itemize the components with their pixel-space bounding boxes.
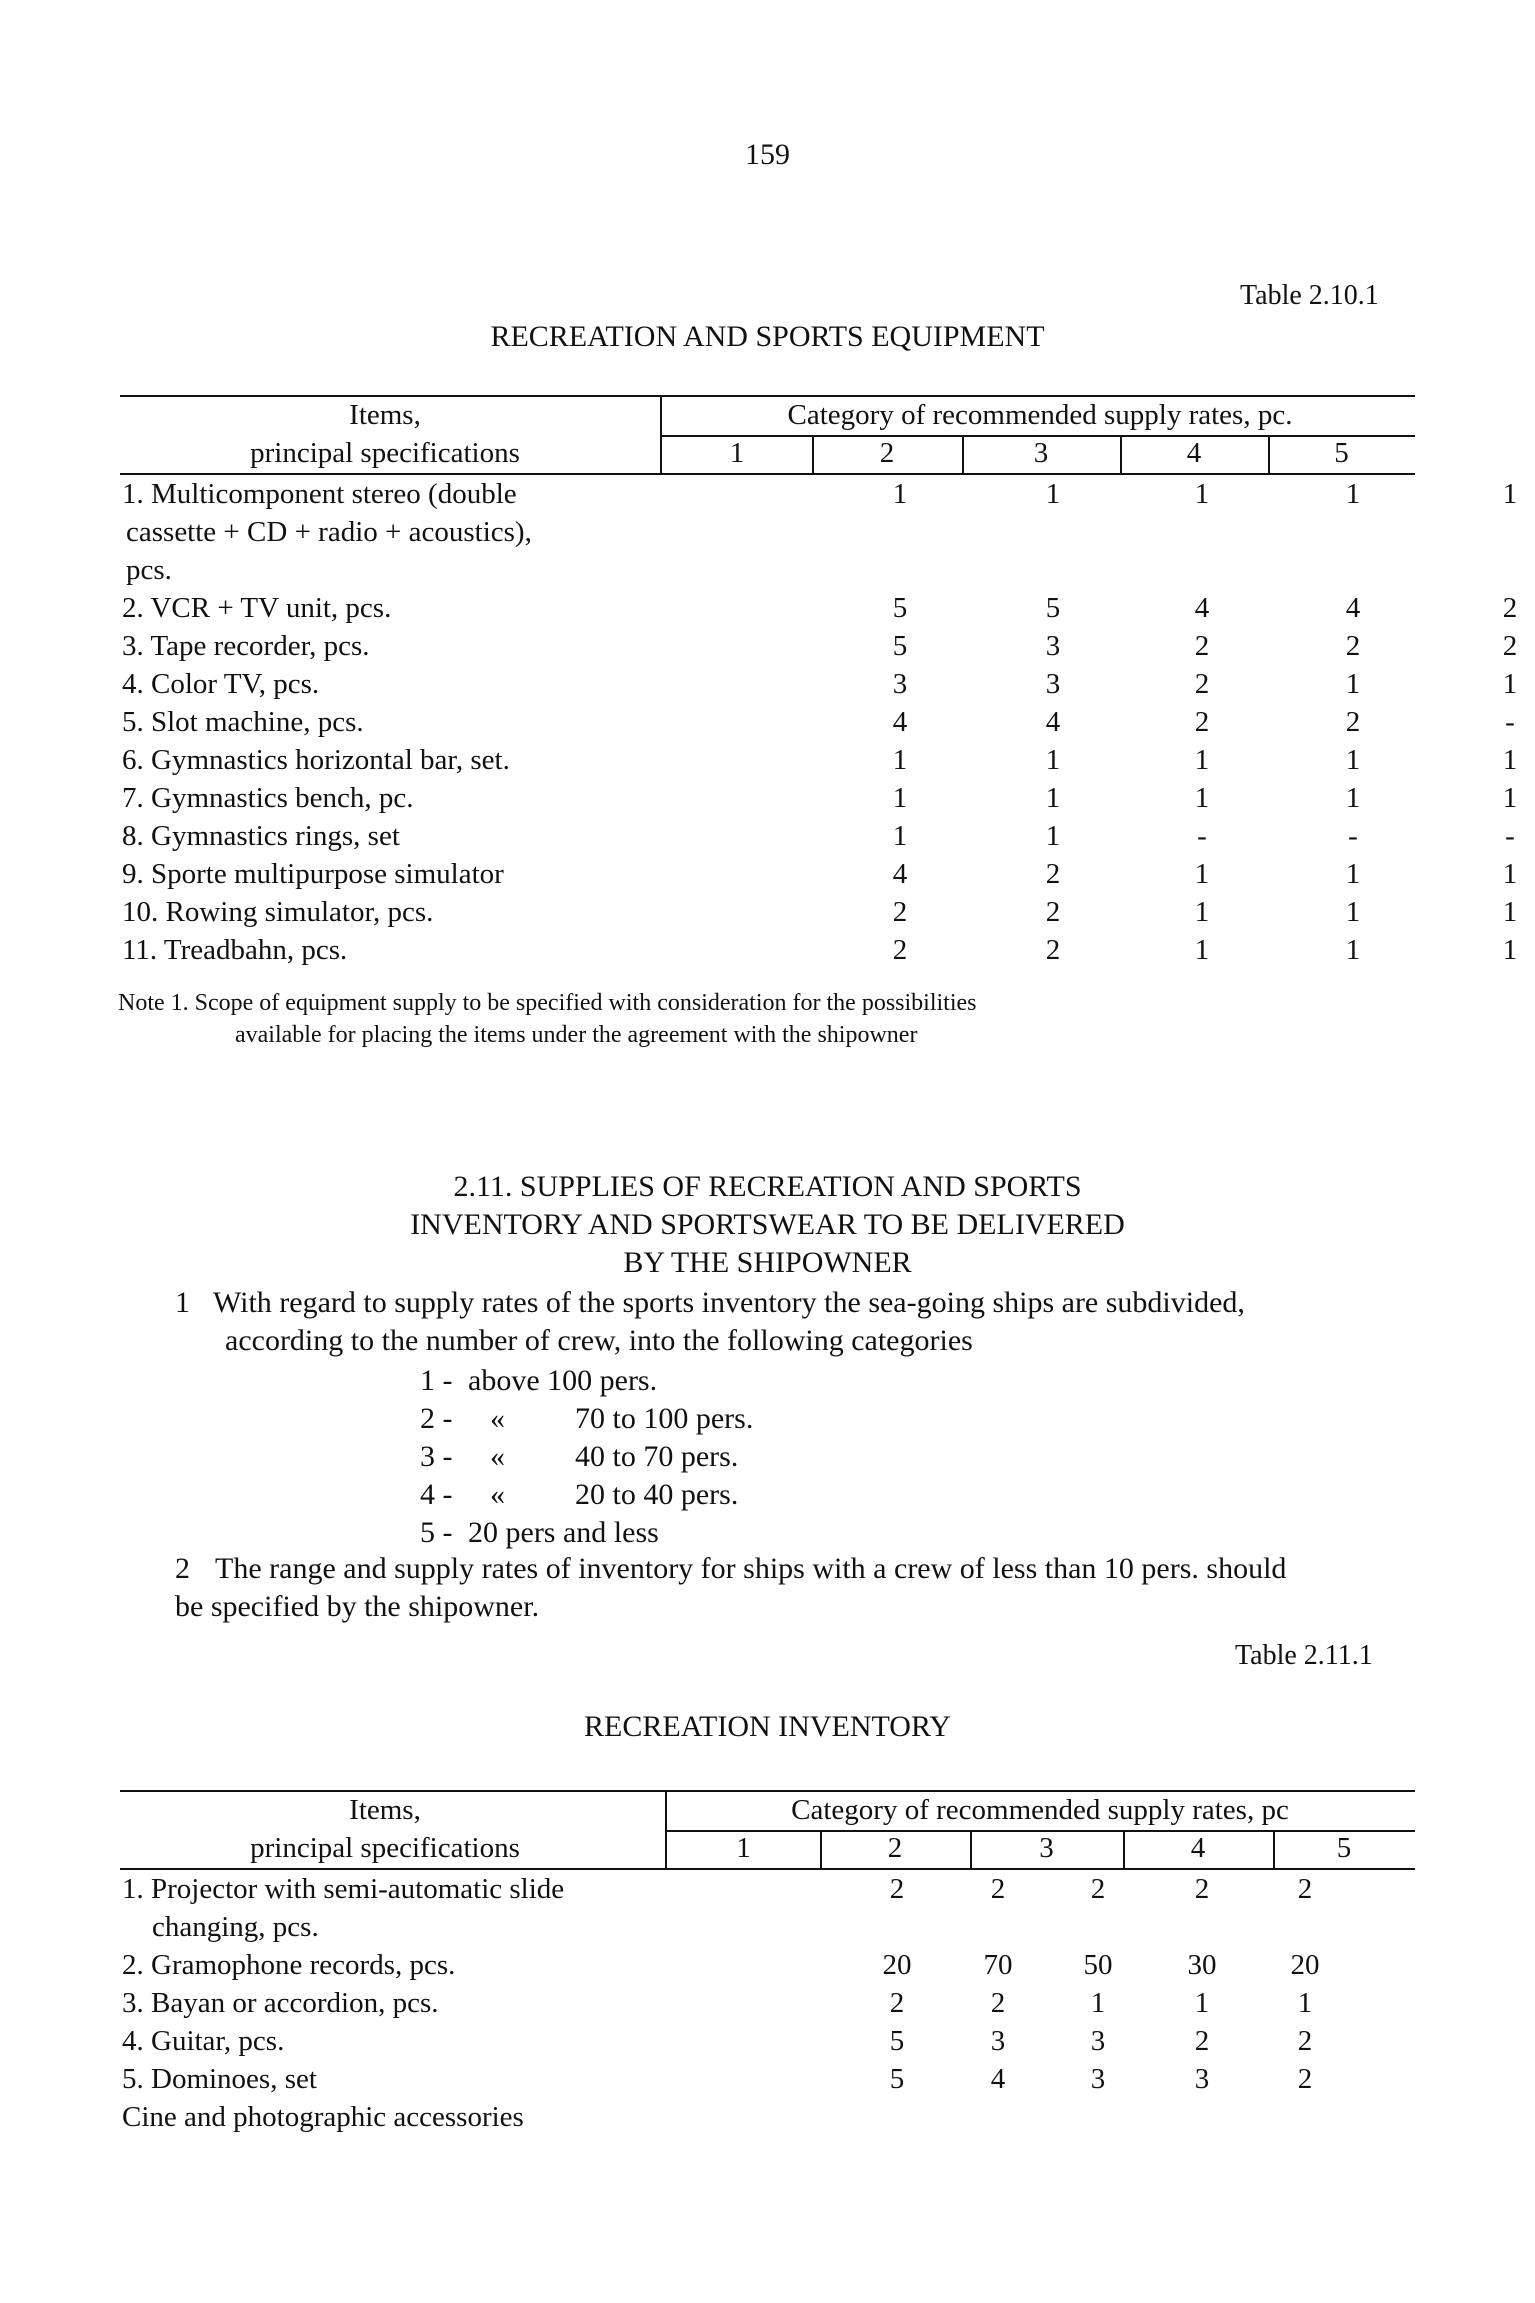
item-name-line: 5. Dominoes, set	[122, 2063, 317, 2095]
value-cell-col-3: 4	[1194, 592, 1210, 624]
value-cell-col-3: 3	[1090, 2063, 1106, 2095]
value-cell-col-3: -	[1197, 820, 1207, 852]
header-col-2: 2	[887, 1832, 903, 1864]
table-row	[120, 627, 1518, 665]
table-2-body	[120, 1870, 1415, 2136]
value-cell-col-5: 1	[1502, 744, 1518, 776]
item-name-line: 2. Gramophone records, pcs.	[122, 1949, 456, 1981]
value-cell-col-2: 3	[1045, 630, 1061, 662]
value-cell-col-2: 5	[1045, 592, 1061, 624]
item-name-line: 3. Bayan or accordion, pcs.	[122, 1987, 439, 2019]
value-cell-col-4: 2	[1194, 1873, 1210, 1905]
value-cell-col-5: 1	[1502, 782, 1518, 814]
category-number: 4 -	[420, 1478, 453, 1511]
value-cell-col-1: 2	[889, 1873, 905, 1905]
header-specs-label: principal specifications	[250, 437, 520, 469]
value-cell-col-2: 70	[983, 1949, 1013, 1981]
table-2-title: RECREATION INVENTORY	[584, 1710, 951, 1743]
table-row	[120, 1870, 1415, 1946]
item-name	[120, 1946, 662, 1984]
table-row	[120, 589, 1518, 627]
table-2-header	[120, 1790, 1415, 1870]
value-cell-col-3: 2	[1090, 1873, 1106, 1905]
paragraph-1-line-2: according to the number of crew, into the following categories	[225, 1324, 973, 1357]
item-name	[120, 703, 662, 741]
value-cell-col-3: 50	[1083, 1949, 1113, 1981]
value-cell-col-4: 2	[1345, 630, 1361, 662]
item-name	[120, 817, 662, 855]
item-name-line: 6. Gymnastics horizontal bar, set.	[122, 744, 510, 776]
table-1-note-line-2: available for placing the items under the agreement with the shipowner	[235, 1022, 918, 1048]
category-number: 3 -	[420, 1440, 453, 1473]
paragraph-2-number: 2	[175, 1552, 190, 1585]
item-name	[120, 893, 662, 931]
header-col-4: 4	[1190, 1832, 1206, 1864]
value-cell-col-3: 3	[1090, 2025, 1106, 2057]
value-cell-col-5: 1	[1502, 478, 1518, 510]
header-col-1: 1	[736, 1832, 751, 1864]
ditto-mark: «	[490, 1402, 505, 1435]
value-cell-col-5: 1	[1502, 934, 1518, 966]
paragraph-2-line-1: The range and supply rates of inventory for ships with a crew of less than 10 pers. should	[215, 1552, 1287, 1585]
header-specs-label: principal specifications	[250, 1832, 520, 1864]
item-name	[120, 779, 662, 817]
value-cell-col-3: 2	[1194, 706, 1210, 738]
item-name	[120, 2060, 662, 2098]
ditto-mark: «	[490, 1478, 505, 1511]
item-name	[120, 589, 662, 627]
item-name-line: 3. Tape recorder, pcs.	[122, 630, 370, 662]
value-cell-col-4: 3	[1194, 2063, 1210, 2095]
value-cell-col-5: 2	[1297, 2025, 1313, 2057]
item-name	[120, 2098, 662, 2136]
value-cell-col-4: 1	[1345, 934, 1361, 966]
value-cell-col-3: 1	[1194, 896, 1210, 928]
table-1-body	[120, 475, 1518, 969]
item-name-line: pcs.	[126, 554, 172, 586]
table-row	[120, 703, 1515, 741]
header-category-label: Category of recommended supply rates, pc.	[787, 399, 1293, 431]
category-number: 5 -	[420, 1516, 453, 1549]
item-name	[120, 855, 662, 893]
category-text: 40 to 70 pers.	[575, 1440, 739, 1473]
value-cell-col-2: 2	[1045, 858, 1061, 890]
value-cell-col-1: 1	[892, 782, 908, 814]
category-text: above 100 pers.	[468, 1364, 658, 1397]
value-cell-col-4: 1	[1194, 1987, 1210, 2019]
value-cell-col-4: 1	[1345, 858, 1361, 890]
item-name-line: 7. Gymnastics bench, pc.	[122, 782, 414, 814]
table-row	[120, 893, 1518, 931]
value-cell-col-2: 4	[990, 2063, 1006, 2095]
item-name	[120, 665, 662, 703]
value-cell-col-5: 2	[1297, 1873, 1313, 1905]
value-cell-col-3: 1	[1194, 782, 1210, 814]
paragraph-2-line-2: be specified by the shipowner.	[175, 1590, 540, 1623]
value-cell-col-4: 1	[1345, 896, 1361, 928]
paragraph-1-line-1: With regard to supply rates of the sports inventory the sea-going ships are subdivided,	[213, 1286, 1245, 1319]
value-cell-col-4: 1	[1345, 744, 1361, 776]
page-number: 159	[745, 138, 790, 171]
value-cell-col-2: 1	[1045, 744, 1061, 776]
value-cell-col-1: 20	[882, 1949, 912, 1981]
header-col-4: 4	[1186, 437, 1202, 469]
item-name	[120, 741, 662, 779]
value-cell-col-3: 1	[1194, 934, 1210, 966]
header-col-1: 1	[729, 437, 745, 469]
value-cell-col-3: 1	[1194, 858, 1210, 890]
item-name	[120, 1984, 662, 2022]
section-heading-line-1: 2.11. SUPPLIES OF RECREATION AND SPORTS	[453, 1170, 1082, 1203]
value-cell-col-2: 1	[1045, 820, 1061, 852]
paragraph-1-number: 1	[175, 1286, 190, 1319]
value-cell-col-4: 4	[1345, 592, 1361, 624]
table-row	[120, 1984, 1415, 2022]
value-cell-col-4: -	[1348, 820, 1358, 852]
value-cell-col-5: 2	[1502, 630, 1518, 662]
value-cell-col-1: 4	[892, 706, 908, 738]
table-1-header	[120, 395, 1415, 475]
value-cell-col-5: -	[1505, 706, 1515, 738]
item-name	[120, 475, 662, 589]
category-text: 20 to 40 pers.	[575, 1478, 739, 1511]
item-name-line: 1. Projector with semi-automatic slide	[122, 1873, 565, 1905]
header-col-5: 5	[1334, 437, 1349, 469]
table-row	[120, 855, 1518, 893]
table-1-label: Table 2.10.1	[1240, 280, 1379, 311]
category-number: 1 -	[420, 1364, 453, 1397]
item-name-line: cassette + CD + radio + acoustics),	[126, 516, 532, 548]
item-name-line: 9. Sporte multipurpose simulator	[122, 858, 504, 890]
item-name-line: 10. Rowing simulator, pcs.	[122, 896, 434, 928]
value-cell-col-2: 1	[1045, 478, 1061, 510]
value-cell-col-2: 3	[990, 2025, 1006, 2057]
item-name	[120, 1870, 662, 1946]
item-name-line: 4. Color TV, pcs.	[122, 668, 320, 700]
value-cell-col-1: 2	[892, 934, 908, 966]
value-cell-col-5: 2	[1297, 2063, 1313, 2095]
value-cell-col-2: 1	[1045, 782, 1061, 814]
value-cell-col-1: 1	[892, 478, 908, 510]
item-name-line: 11. Treadbahn, pcs.	[122, 934, 348, 966]
table-1-title: RECREATION AND SPORTS EQUIPMENT	[490, 320, 1045, 353]
table-row	[120, 817, 1515, 855]
table-row	[120, 741, 1518, 779]
header-col-3: 3	[1033, 437, 1049, 469]
value-cell-col-4: 1	[1345, 668, 1361, 700]
value-cell-col-3: 1	[1194, 744, 1210, 776]
category-text: 20 pers and less	[468, 1516, 659, 1549]
header-items-label: Items,	[349, 1794, 421, 1826]
value-cell-col-3: 1	[1194, 478, 1210, 510]
header-col-3: 3	[1039, 1832, 1054, 1864]
item-name-line: 5. Slot machine, pcs.	[122, 706, 364, 738]
item-name	[120, 931, 662, 969]
value-cell-col-5: -	[1505, 820, 1515, 852]
value-cell-col-1: 2	[889, 1987, 905, 2019]
table-1-note-line-1: Note 1. Scope of equipment supply to be specified with consideration for the possibilities	[118, 990, 977, 1016]
header-col-5: 5	[1336, 1832, 1352, 1864]
value-cell-col-1: 5	[892, 592, 908, 624]
value-cell-col-2: 2	[990, 1873, 1006, 1905]
value-cell-col-1: 1	[892, 820, 908, 852]
table-1	[120, 395, 1518, 969]
table-row	[120, 2060, 1415, 2098]
table-row	[120, 475, 1518, 589]
item-name	[120, 2022, 662, 2060]
table-row	[120, 2098, 1415, 2136]
value-cell-col-1: 5	[889, 2063, 905, 2095]
header-category-label: Category of recommended supply rates, pc	[791, 1794, 1289, 1826]
value-cell-col-3: 2	[1194, 668, 1210, 700]
table-row	[120, 931, 1518, 969]
item-name-line: 8. Gymnastics rings, set	[122, 820, 400, 852]
item-name-line: 1. Multicomponent stereo (double	[122, 478, 517, 510]
item-name-line: 4. Guitar, pcs.	[122, 2025, 285, 2057]
ditto-mark: «	[490, 1440, 505, 1473]
table-row	[120, 1946, 1415, 1984]
value-cell-col-4: 1	[1345, 782, 1361, 814]
value-cell-col-1: 3	[892, 668, 908, 700]
section-heading-line-3: BY THE SHIPOWNER	[623, 1246, 912, 1279]
value-cell-col-5: 1	[1502, 858, 1518, 890]
value-cell-col-5: 1	[1297, 1987, 1313, 2019]
value-cell-col-1: 5	[889, 2025, 905, 2057]
section-heading-line-2: INVENTORY AND SPORTSWEAR TO BE DELIVERED	[410, 1208, 1125, 1241]
category-text: 70 to 100 pers.	[575, 1402, 754, 1435]
table-row	[120, 779, 1518, 817]
value-cell-col-1: 5	[892, 630, 908, 662]
value-cell-col-4: 2	[1345, 706, 1361, 738]
value-cell-col-4: 1	[1345, 478, 1361, 510]
value-cell-col-2: 2	[990, 1987, 1006, 2019]
value-cell-col-5: 20	[1290, 1949, 1320, 1981]
value-cell-col-4: 30	[1187, 1949, 1217, 1981]
item-name-line: Cine and photographic accessories	[122, 2101, 524, 2133]
table-row	[120, 665, 1518, 703]
item-name-line: changing, pcs.	[152, 1911, 319, 1943]
value-cell-col-1: 2	[892, 896, 908, 928]
item-name-line: 2. VCR + TV unit, pcs.	[122, 592, 392, 624]
value-cell-col-5: 1	[1502, 896, 1518, 928]
value-cell-col-1: 1	[892, 744, 908, 776]
value-cell-col-5: 2	[1502, 592, 1518, 624]
table-row	[120, 2022, 1415, 2060]
header-items-label: Items,	[349, 399, 421, 431]
header-col-2: 2	[879, 437, 895, 469]
table-2-label: Table 2.11.1	[1235, 1640, 1373, 1671]
value-cell-col-2: 3	[1045, 668, 1061, 700]
value-cell-col-2: 2	[1045, 934, 1061, 966]
value-cell-col-3: 1	[1090, 1987, 1106, 2019]
value-cell-col-2: 2	[1045, 896, 1061, 928]
item-name	[120, 627, 662, 665]
value-cell-col-1: 4	[892, 858, 908, 890]
value-cell-col-5: 1	[1502, 668, 1518, 700]
value-cell-col-4: 2	[1194, 2025, 1210, 2057]
value-cell-col-3: 2	[1194, 630, 1210, 662]
table-2	[120, 1790, 1415, 2136]
value-cell-col-2: 4	[1045, 706, 1061, 738]
category-number: 2 -	[420, 1402, 453, 1435]
